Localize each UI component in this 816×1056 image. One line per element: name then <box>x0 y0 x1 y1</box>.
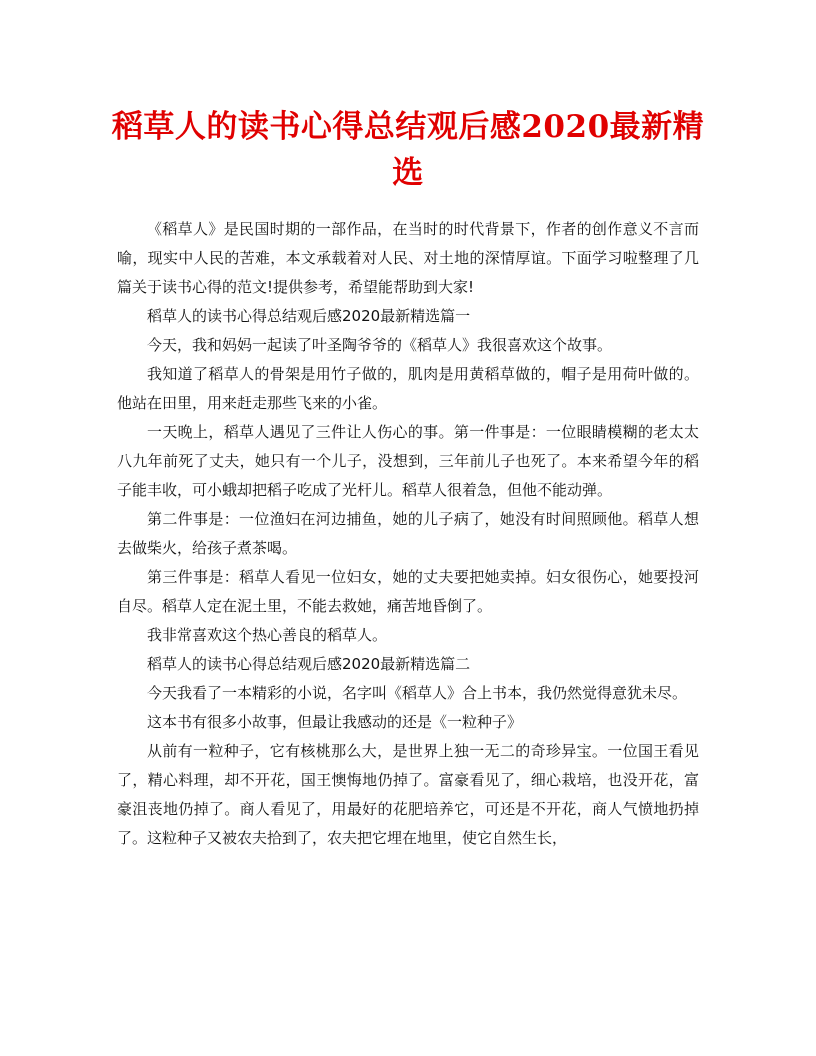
paragraph: 我知道了稻草人的骨架是用竹子做的，肌肉是用黄稻草做的，帽子是用荷叶做的。他站在田里，用来赶走那些飞来的小雀。 <box>117 365 699 412</box>
paragraph: 第三件事是：稻草人看见一位妇女，她的丈夫要把她卖掉。妇女很伤心，她要投河自尽。稻草人定在泥土里，不能去救她，痛苦地昏倒了。 <box>117 568 699 615</box>
section-heading-part-one: 稻草人的读书心得总结观后感2020最新精选篇一 <box>147 307 471 325</box>
paragraph-intro: 《稻草人》是民国时期的一部作品，在当时的时代背景下，作者的创作意义不言而喻，现实中人民的苦难，本文承载着对人民、对土地的深情厚谊。下面学习啦整理了几篇关于读书心得的范文!提供参考，希望能帮助到大家! <box>117 220 699 296</box>
paragraph: 第二件事是：一位渔妇在河边捕鱼，她的儿子病了，她没有时间照顾他。稻草人想去做柴火，给孩子煮茶喝。 <box>117 510 699 557</box>
paragraph: 我非常喜欢这个热心善良的稻草人。 <box>147 626 388 644</box>
paragraph: 从前有一粒种子，它有核桃那么大，是世界上独一无二的奇珍异宝。一位国王看见了，精心料理，却不开花，国王懊悔地仍掉了。富豪看见了，细心栽培，也没开花，富豪沮丧地仍掉了。商人看见了，用最好的花肥培养它，可还是不开花，商人气愤地扔掉了。这粒种子又被农夫拾到了，农夫把它埋在地里，使它自然生长， <box>117 742 699 847</box>
paragraph: 这本书有很多小故事，但最让我感动的还是《一粒种子》 <box>147 713 523 731</box>
paragraph: 今天我看了一本精彩的小说，名字叫《稻草人》合上书本，我仍然觉得意犹未尽。 <box>147 684 688 702</box>
paragraph: 一天晚上，稻草人遇见了三件让人伤心的事。第一件事是：一位眼睛模糊的老太太八九年前死了丈夫，她只有一个儿子，没想到，三年前儿子也死了。本来希望今年的稻子能丰收，可小蛾却把稻子吃成了光杆儿。稻草人很着急，但他不能动弹。 <box>117 423 699 499</box>
document-body <box>117 215 699 853</box>
paragraph: 今天，我和妈妈一起读了叶圣陶爷爷的《稻草人》我很喜欢这个故事。 <box>147 336 613 354</box>
document-title: 稻草人的读书心得总结观后感2020最新精选 <box>111 109 705 191</box>
section-heading-part-two: 稻草人的读书心得总结观后感2020最新精选篇二 <box>147 655 471 673</box>
